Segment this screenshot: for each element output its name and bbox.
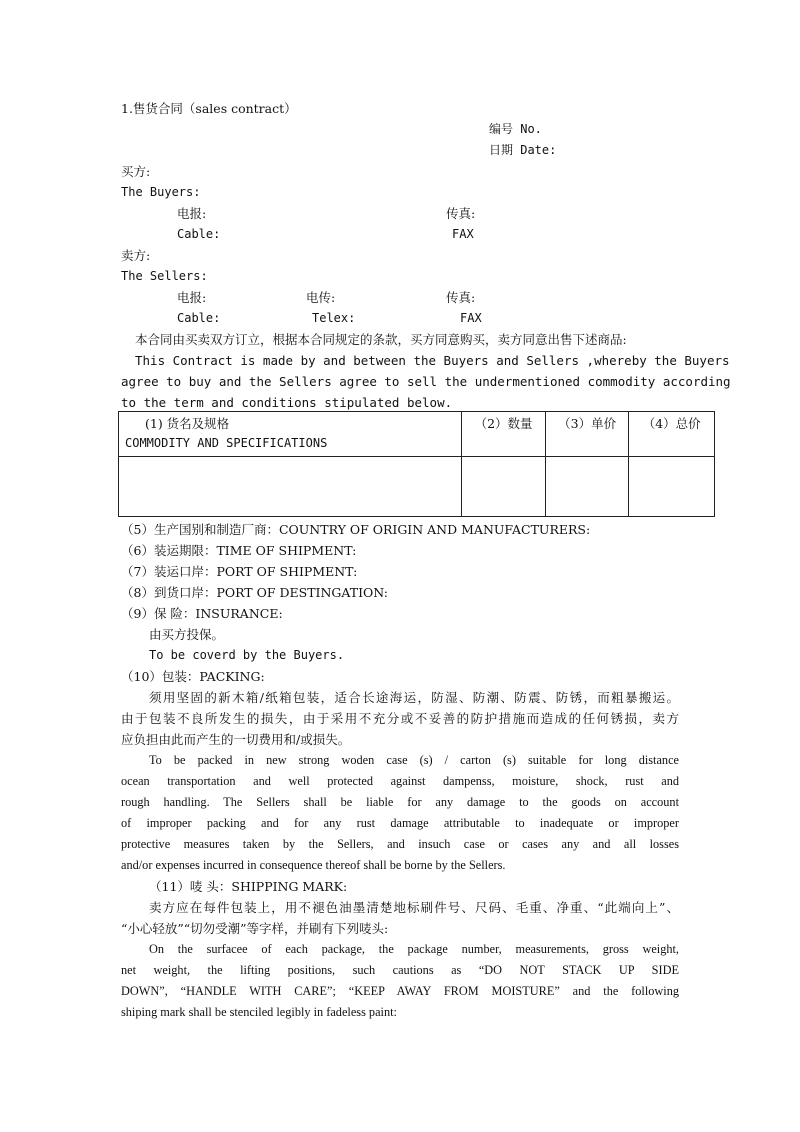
commodity-table bbox=[118, 411, 715, 517]
packing-en-line: of improper packing and for any rust damage attributable to inadequate or improper bbox=[121, 816, 679, 830]
clause-shipment-time: （6）装运期限：TIME OF SHIPMENT: bbox=[121, 543, 357, 558]
clause-insurance: （9）保 险：INSURANCE: bbox=[121, 606, 283, 621]
mark-paragraph-cn bbox=[121, 900, 679, 936]
buyer-label-cn: 买方: bbox=[121, 164, 151, 179]
table-cell-total-price[interactable] bbox=[629, 457, 715, 517]
packing-cn-line: 应负担由此而产生的一切费用和/或损失。 bbox=[121, 732, 351, 747]
buyer-label-en: The Buyers: bbox=[121, 185, 201, 199]
table-cell-quantity[interactable] bbox=[462, 457, 546, 517]
mark-paragraph-en bbox=[121, 942, 679, 1020]
packing-en-line: rough handling. The Sellers shall be liable for any damage to the goods on account bbox=[121, 795, 679, 809]
table-header-quantity: （2）数量 bbox=[462, 412, 546, 457]
clause-port-of-destination: （8）到货口岸：PORT OF DESTINGATION: bbox=[121, 585, 388, 600]
mark-en-line: DOWN”, “HANDLE WITH CARE”; “KEEP AWAY FROM MOISTURE” and the following bbox=[121, 984, 679, 998]
seller-cable-cn: 电报: bbox=[177, 290, 207, 305]
intro-en-line: agree to buy and the Sellers agree to sell the undermentioned commodity according bbox=[121, 374, 731, 389]
insurance-text-cn: 由买方投保。 bbox=[149, 627, 225, 642]
table-header-commodity-cn: (1) 货名及规格 bbox=[145, 416, 230, 431]
seller-label-en: The Sellers: bbox=[121, 269, 208, 283]
clause-port-of-shipment: （7）装运口岸：PORT OF SHIPMENT: bbox=[121, 564, 358, 579]
insurance-text-en: To be coverd by the Buyers. bbox=[149, 648, 345, 662]
intro-paragraph-cn: 本合同由买卖双方订立，根据本合同规定的条款，买方同意购买，卖方同意出售下述商品: bbox=[135, 332, 627, 347]
table-header-total-price: （4）总价 bbox=[629, 412, 715, 457]
packing-en-line: protective measures taken by the Sellers, and insuch case or cases any and all losses bbox=[121, 837, 679, 851]
table-header-commodity-en: COMMODITY AND SPECIFICATIONS bbox=[125, 436, 328, 450]
table-row bbox=[119, 457, 715, 517]
buyer-cable-cn: 电报: bbox=[177, 206, 207, 221]
intro-en-line: to the term and conditions stipulated below. bbox=[121, 395, 453, 410]
packing-cn-line: 须用坚固的新木箱/纸箱包装，适合长途海运，防湿、防潮、防震、防锈，而粗暴搬运。 bbox=[149, 690, 679, 705]
buyer-cable-en: Cable: bbox=[177, 227, 221, 241]
seller-cable-en: Cable: bbox=[177, 311, 221, 325]
mark-en-line: shiping mark shall be stenciled legibly in fadeless paint: bbox=[121, 1005, 397, 1019]
table-cell-commodity[interactable] bbox=[119, 457, 462, 517]
seller-label-cn: 卖方: bbox=[121, 248, 151, 263]
contract-number-label: 编号 No. bbox=[489, 122, 542, 136]
seller-telex-en: Telex: bbox=[312, 311, 356, 325]
mark-cn-line: 卖方应在每件包装上，用不褪色油墨清楚地标刷件号、尺码、毛重、净重、“此端向上”、 bbox=[149, 900, 679, 915]
intro-paragraph-en bbox=[121, 353, 731, 410]
seller-fax-en: FAX bbox=[460, 311, 482, 325]
table-header-unit-price: （3）单价 bbox=[545, 412, 629, 457]
packing-paragraph-cn bbox=[121, 690, 679, 747]
table-header-commodity bbox=[119, 412, 462, 457]
mark-cn-line: “小心轻放”“切勿受潮”等字样，并刷有下列唛头: bbox=[121, 921, 389, 936]
seller-fax-cn: 传真: bbox=[446, 290, 476, 305]
mark-en-line: On the surfacee of each package, the package number, measurements, gross weight, bbox=[149, 942, 679, 956]
buyer-fax-cn: 传真: bbox=[446, 206, 476, 221]
packing-en-line: To be packed in new strong woden case (s) / carton (s) suitable for long distance bbox=[149, 753, 679, 767]
buyer-fax-en: FAX bbox=[452, 227, 474, 241]
table-header-row bbox=[119, 412, 715, 457]
clause-origin: （5）生产国别和制造厂商：COUNTRY OF ORIGIN AND MANUFACTURERS: bbox=[121, 522, 591, 537]
clause-shipping-mark: （11）唛 头：SHIPPING MARK: bbox=[149, 879, 348, 894]
packing-cn-line: 由于包装不良所发生的损失，由于采用不充分或不妥善的防护措施而造成的任何锈损，卖方 bbox=[121, 711, 679, 726]
intro-en-line: This Contract is made by and between the Buyers and Sellers ,whereby the Buyers bbox=[135, 353, 730, 368]
packing-en-line: and/or expenses incurred in consequence thereof shall be borne by the Sellers. bbox=[121, 858, 506, 872]
mark-en-line: net weight, the lifting positions, such cautions as “DO NOT STACK UP SIDE bbox=[121, 963, 679, 977]
packing-paragraph-en bbox=[121, 753, 679, 873]
clause-packing: （10）包装：PACKING: bbox=[121, 669, 265, 684]
table-cell-unit-price[interactable] bbox=[545, 457, 629, 517]
packing-en-line: ocean transportation and well protected against dampenss, moisture, shock, rust and bbox=[121, 774, 679, 788]
contract-date-label: 日期 Date: bbox=[489, 143, 557, 157]
document-title: 1.售货合同（sales contract） bbox=[121, 101, 297, 116]
seller-telex-cn: 电传: bbox=[306, 290, 336, 305]
